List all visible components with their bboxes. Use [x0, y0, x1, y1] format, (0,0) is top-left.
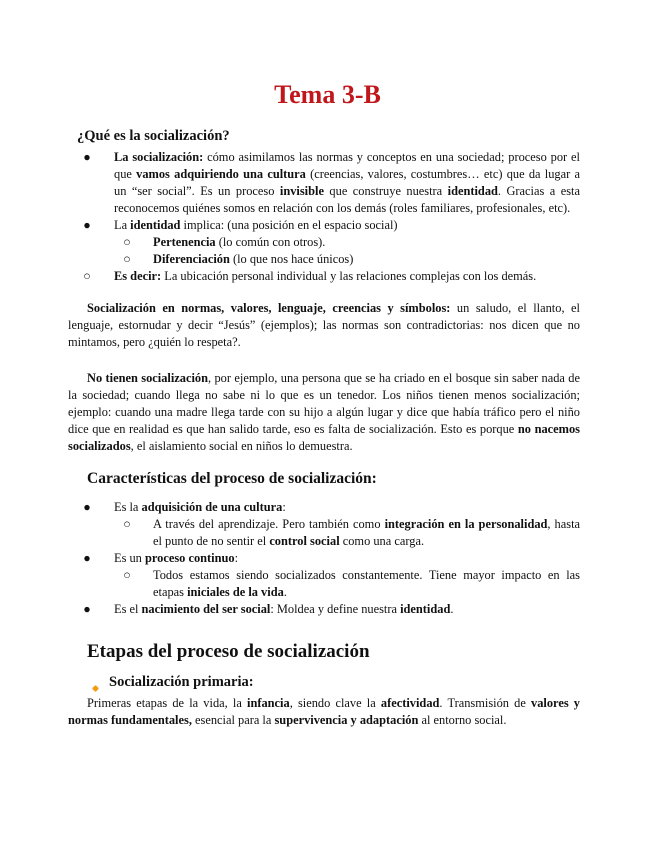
bold-text: valores y normas fundamentales,	[68, 696, 581, 727]
section-heading: Características del proceso de socialización:	[87, 470, 377, 487]
text: Es el	[114, 602, 142, 616]
bold-text: No tienen socialización	[87, 371, 209, 385]
bold-text: Socialización en normas, valores, lenguaje, creencias y símbolos:	[87, 301, 451, 315]
list-subitem	[68, 567, 580, 601]
bold-text: Pertenencia	[153, 235, 216, 249]
list-subitem	[68, 251, 580, 268]
text: un saludo, el llanto, el lenguaje, estornudar y decir “Jesús” (ejemplos); las normas son contradictorias: nos dicen que no mintamos, pero ¿quién lo respeta?.	[68, 301, 580, 349]
bold-text: La socialización:	[114, 150, 204, 164]
bullet-icon: ○	[123, 252, 131, 266]
text: Es un	[114, 551, 145, 565]
bullet-icon: ●	[83, 218, 91, 232]
bullet-icon: ●	[83, 150, 91, 164]
text: al entorno social.	[418, 713, 507, 727]
bold-text: identidad	[447, 184, 498, 198]
list-item	[68, 268, 580, 285]
subsection-title: Socialización primaria:	[109, 674, 254, 690]
bold-text: invisible	[279, 184, 324, 198]
text: , por ejemplo, una persona que se ha criado en el bosque sin saber nada de la sociedad; cuando llega no sabe ni lo que es un tenedor. Los niños tienen menos socialización; ejemplo: cuando una madre llega tarde con su hijo a algún lugar y dice que había tráfico pero el niño dice que en realidad es que han salido tarde, eso es falta de socialización. Esto es porque	[68, 371, 580, 436]
text: : Moldea y define nuestra	[270, 602, 401, 616]
text: . Transmisión de	[439, 696, 532, 710]
bullet-icon: ○	[123, 568, 131, 582]
text: .	[450, 602, 454, 616]
paragraph-norms	[68, 300, 580, 351]
section-heading: Etapas del proceso de socialización	[87, 641, 370, 662]
text: Primeras etapas de la vida, la	[87, 696, 248, 710]
text: La	[114, 218, 131, 232]
paragraph-primary-socialization	[68, 695, 580, 729]
subsection-heading	[68, 674, 580, 691]
bullet-icon: ○	[123, 517, 131, 531]
bold-text: nacimiento del ser social	[141, 602, 271, 616]
bullet-icon: ●	[83, 500, 91, 514]
bullet-icon: ○	[123, 235, 131, 249]
text: Todos estamos siendo socializados constantemente. Tiene mayor impacto en las etapas	[153, 568, 580, 599]
bold-text: control social	[269, 534, 340, 548]
text: :	[282, 500, 286, 514]
list-subitem	[68, 516, 580, 550]
text: , el aislamiento social en niños lo demuestra.	[130, 439, 353, 453]
text: , hasta el punto de no sentir el	[153, 517, 581, 548]
list-item	[68, 499, 580, 516]
text: implica: (una posición en el espacio social)	[180, 218, 398, 232]
bold-text: adquisición de una cultura	[141, 500, 283, 514]
section-what-is-socialization	[68, 128, 580, 285]
bullet-icon: ●	[83, 602, 91, 616]
bold-text: identidad	[400, 602, 451, 616]
text: (lo común con otros).	[215, 235, 326, 249]
section-characteristics	[68, 470, 580, 618]
text: (creencias, valores, costumbres… etc) que da lugar a un “ser social”. Es un proceso	[114, 167, 580, 198]
bullet-icon: ●	[83, 551, 91, 565]
page-title: Tema 3-B	[274, 80, 381, 109]
paragraph-no-socialization	[68, 370, 580, 455]
list-item	[68, 550, 580, 567]
bold-text: infancia	[247, 696, 290, 710]
bold-text: integración en la personalidad	[384, 517, 548, 531]
text: .	[283, 585, 287, 599]
text: La ubicación personal individual y las relaciones complejas con los demás.	[161, 269, 537, 283]
text: A través del aprendizaje. Pero también como	[153, 517, 385, 531]
diamond-bullet-icon	[93, 679, 98, 696]
list-item	[68, 601, 580, 618]
list-item	[68, 217, 580, 234]
section-question: ¿Qué es la socialización?	[77, 128, 230, 144]
bold-text: identidad	[130, 218, 181, 232]
bold-text: no nacemos socializados	[68, 422, 580, 453]
text: :	[234, 551, 239, 565]
bold-text: Es decir:	[114, 269, 162, 283]
section-stages	[68, 643, 580, 729]
bold-text: proceso continuo	[144, 551, 235, 565]
bold-text: vamos adquiriendo una cultura	[136, 167, 306, 181]
list-subitem	[68, 234, 580, 251]
text: cómo asimilamos las normas y conceptos en una sociedad; proceso por el que	[114, 150, 580, 181]
text: que construye nuestra	[323, 184, 448, 198]
bullet-icon: ○	[83, 269, 91, 283]
bold-text: iniciales de la vida	[187, 585, 284, 599]
text: , siendo clave la	[289, 696, 381, 710]
bold-text: supervivencia y adaptación	[274, 713, 419, 727]
text: (lo que nos hace únicos)	[229, 252, 354, 266]
bold-text: afectividad	[380, 696, 440, 710]
list-item	[68, 149, 580, 217]
text: esencial para la	[191, 713, 275, 727]
text: como una carga.	[339, 534, 425, 548]
text: Es la	[114, 500, 142, 514]
bold-text: Diferenciación	[153, 252, 230, 266]
text: . Gracias a esta reconocemos quiénes somos en relación con los demás (roles familiares, profesionales, etc).	[114, 184, 580, 215]
